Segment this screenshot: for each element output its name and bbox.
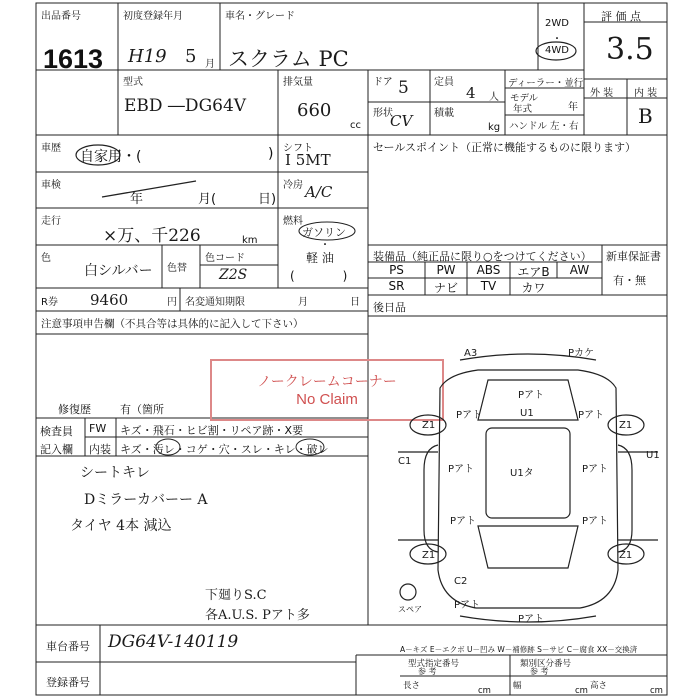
fuel-label: 燃料 — [283, 216, 303, 227]
year-label: 年式 — [513, 104, 533, 115]
door-label: ドア — [373, 77, 393, 88]
car-diagram — [368, 340, 667, 625]
displacement-value: 660 — [297, 100, 332, 121]
registration-month-unit: 月 — [205, 59, 215, 70]
mark-rear-left: Pアト — [454, 600, 481, 611]
fuel-dot: ・ — [320, 240, 330, 251]
mark-front-hood: Pアト — [518, 390, 545, 401]
exterior-label: 外 装 — [590, 88, 614, 99]
check-fw-items: キズ・飛石・ヒビ割・リペア跡・X要 — [120, 424, 304, 437]
check-interior-label: 内装 — [89, 443, 111, 456]
cooling-value: A/C — [305, 183, 333, 201]
mark-left-rear: Pアト — [450, 516, 477, 527]
plate-label: 登録番号 — [46, 676, 90, 689]
first-registration-label: 初度登録年月 — [123, 11, 183, 22]
color-change-label: 色替 — [167, 263, 187, 274]
model-type-label: 型式 — [123, 77, 143, 88]
equip-pw: PW — [436, 263, 456, 277]
designation-sub: 参 考 — [418, 667, 437, 676]
mark-front-left: Pアト — [456, 410, 483, 421]
inspection-month: 月( — [198, 192, 217, 207]
mark-u1-right: U1 — [646, 450, 660, 461]
score-label: 評 価 点 — [601, 10, 641, 23]
mark-z1-rl: Z1 — [422, 550, 436, 561]
mark-z1-fr: Z1 — [619, 420, 633, 431]
recycle-unit: 円 — [167, 297, 177, 308]
displacement-label: 排気量 — [283, 77, 313, 88]
mark-front-u1: U1 — [520, 408, 534, 419]
history-value: 自家用・( — [80, 149, 142, 165]
hand-note-2: Dミラーカバーー A — [84, 492, 208, 508]
equip-abs: ABS — [476, 263, 501, 277]
inspector-label-2: 記入欄 — [40, 443, 73, 456]
equip-airbag: エアB — [517, 265, 550, 279]
lot-number: 1613 — [43, 44, 104, 74]
designation-label: 型式指定番号 — [408, 659, 460, 669]
mark-left-door: Pアト — [448, 464, 475, 475]
history-label: 車歴 — [41, 143, 61, 154]
drive-dot: ・ — [552, 34, 562, 45]
mark-right-door: Pアト — [582, 464, 609, 475]
dealer-label: ディーラー・並行 — [508, 78, 584, 89]
warranty-value: 有・無 — [613, 274, 646, 287]
equip-aw: AW — [569, 263, 590, 277]
chassis-label: 車台番号 — [46, 640, 90, 653]
equip-ps: PS — [389, 263, 404, 277]
lot-number-label: 出品番号 — [41, 11, 81, 22]
car-name-value: スクラム PC — [228, 47, 349, 71]
mark-rear-bottom: Pアト — [518, 614, 545, 625]
chassis-value: DG64V-140119 — [108, 632, 239, 652]
fuel-gasoline: ガソリン — [302, 226, 346, 239]
repair-history-label: 修復歴 — [58, 403, 91, 416]
door-value: 5 — [398, 78, 409, 98]
fuel-diesel: 軽 油 — [306, 251, 334, 265]
registration-month: 5 — [185, 46, 197, 67]
equip-navi: ナビ — [433, 281, 458, 295]
width-unit: cm — [575, 686, 588, 696]
lower-note-1: 下廻りS.C — [205, 588, 267, 603]
hand-note-1: シートキレ — [80, 465, 150, 481]
cooling-label: 冷房 — [283, 180, 303, 191]
height-label: 高さ — [590, 681, 608, 691]
damage-legend: A－キズ E－エクボ U－凹み W－補修跡 S－サビ C－腐食 XX－交換済 — [400, 645, 638, 654]
color-code-value: Z2S — [219, 267, 248, 283]
model-type-value: EBD ―DG64V — [124, 96, 247, 116]
equip-leather: カワ — [521, 281, 546, 295]
fuel-paren: ( ) — [290, 269, 348, 283]
length-unit: cm — [478, 686, 491, 696]
spare-label: スペア — [398, 605, 422, 614]
load-unit: kg — [488, 122, 501, 133]
car-name-label: 車名・グレード — [225, 11, 295, 22]
mark-z1-fl: Z1 — [422, 420, 436, 431]
shape-label: 形状 — [373, 108, 393, 119]
sales-point-label: セールスポイント（正常に機能するものに限ります） — [373, 141, 637, 154]
drive-2wd: 2WD — [545, 18, 569, 29]
inspection-label: 車検 — [41, 180, 61, 191]
mark-roof: U1タ — [510, 468, 534, 479]
overall-score: 3.5 — [606, 32, 654, 67]
interior-grade: B — [638, 104, 653, 128]
interior-label: 内 装 — [634, 88, 658, 99]
inspection-strike-icon — [100, 175, 200, 205]
name-change-label: 名変通知期限 — [185, 297, 245, 308]
capacity-label: 定員 — [434, 77, 454, 88]
load-label: 積載 — [434, 108, 454, 119]
color-value: 白シルバー — [84, 263, 153, 279]
name-change-month: 月 — [298, 297, 308, 308]
mark-a3: A3 — [464, 348, 478, 359]
name-change-day: 日 — [350, 297, 360, 308]
inspector-label-1: 検査員 — [40, 425, 73, 438]
mileage-unit: km — [242, 235, 258, 246]
mark-right-rear: Pアト — [582, 516, 609, 527]
width-label: 幅 — [513, 681, 522, 691]
mark-front-right: Pアト — [578, 410, 605, 421]
color-label: 色 — [41, 253, 51, 264]
class-sub: 参 考 — [530, 667, 549, 676]
drive-4wd: 4WD — [545, 45, 569, 56]
color-code-label: 色コード — [205, 253, 245, 264]
shift-value: I 5MT — [285, 151, 331, 169]
mark-p-chip: Pカケ — [568, 348, 595, 359]
recycle-label: R券 — [41, 297, 58, 308]
check-marks-icon — [130, 438, 360, 458]
inspection-day: 日) — [258, 192, 277, 207]
mark-c1: C1 — [398, 456, 412, 467]
capacity-unit: 人 — [489, 92, 499, 103]
drive-4wd-circle-icon — [533, 38, 579, 64]
model-label: モデル — [510, 93, 539, 104]
check-interior-items: キズ・汚レ・コゲ・穴・スレ・キレ・破レ — [120, 443, 329, 456]
recycle-value: 9460 — [90, 291, 129, 309]
private-use-circle-icon — [74, 142, 122, 168]
class-label: 類別区分番号 — [520, 659, 572, 669]
mileage-value: ×万、千226 — [103, 226, 201, 246]
retrofit-label: 後日品 — [373, 301, 406, 314]
notes-label: 注意事項申告欄（不具合等は具体的に記入して下さい） — [41, 318, 304, 330]
equipment-label: 装備品（純正品に限り○をつけてください） — [373, 250, 592, 263]
shift-label: シフト — [283, 143, 313, 154]
no-claim-en: No Claim — [296, 391, 358, 408]
height-unit: cm — [650, 686, 663, 696]
history-close: ) — [268, 146, 274, 162]
year-unit: 年 — [568, 102, 578, 113]
inspection-year: 年 — [130, 192, 144, 207]
repair-history-value: 有（箇所 — [120, 403, 164, 416]
mark-z1-rr: Z1 — [619, 550, 633, 561]
mark-c2: C2 — [454, 576, 468, 587]
handle-label: ハンドル 左・右 — [509, 121, 579, 132]
length-label: 長さ — [403, 681, 421, 691]
warranty-label: 新車保証書 — [606, 250, 661, 263]
capacity-value: 4 — [466, 84, 476, 102]
registration-era: H19 — [128, 46, 167, 67]
equip-tv: TV — [480, 279, 497, 293]
shape-value: CV — [390, 112, 413, 130]
check-fw-label: FW — [89, 422, 107, 435]
lower-note-2: 各A.U.S. Pアト多 — [205, 608, 310, 623]
equip-sr: SR — [388, 279, 405, 293]
mileage-label: 走行 — [41, 216, 61, 227]
displacement-unit: cc — [350, 120, 361, 131]
hand-note-3: タイヤ 4本 減込 — [70, 518, 172, 534]
no-claim-jp: ノークレームコーナー — [257, 374, 397, 390]
